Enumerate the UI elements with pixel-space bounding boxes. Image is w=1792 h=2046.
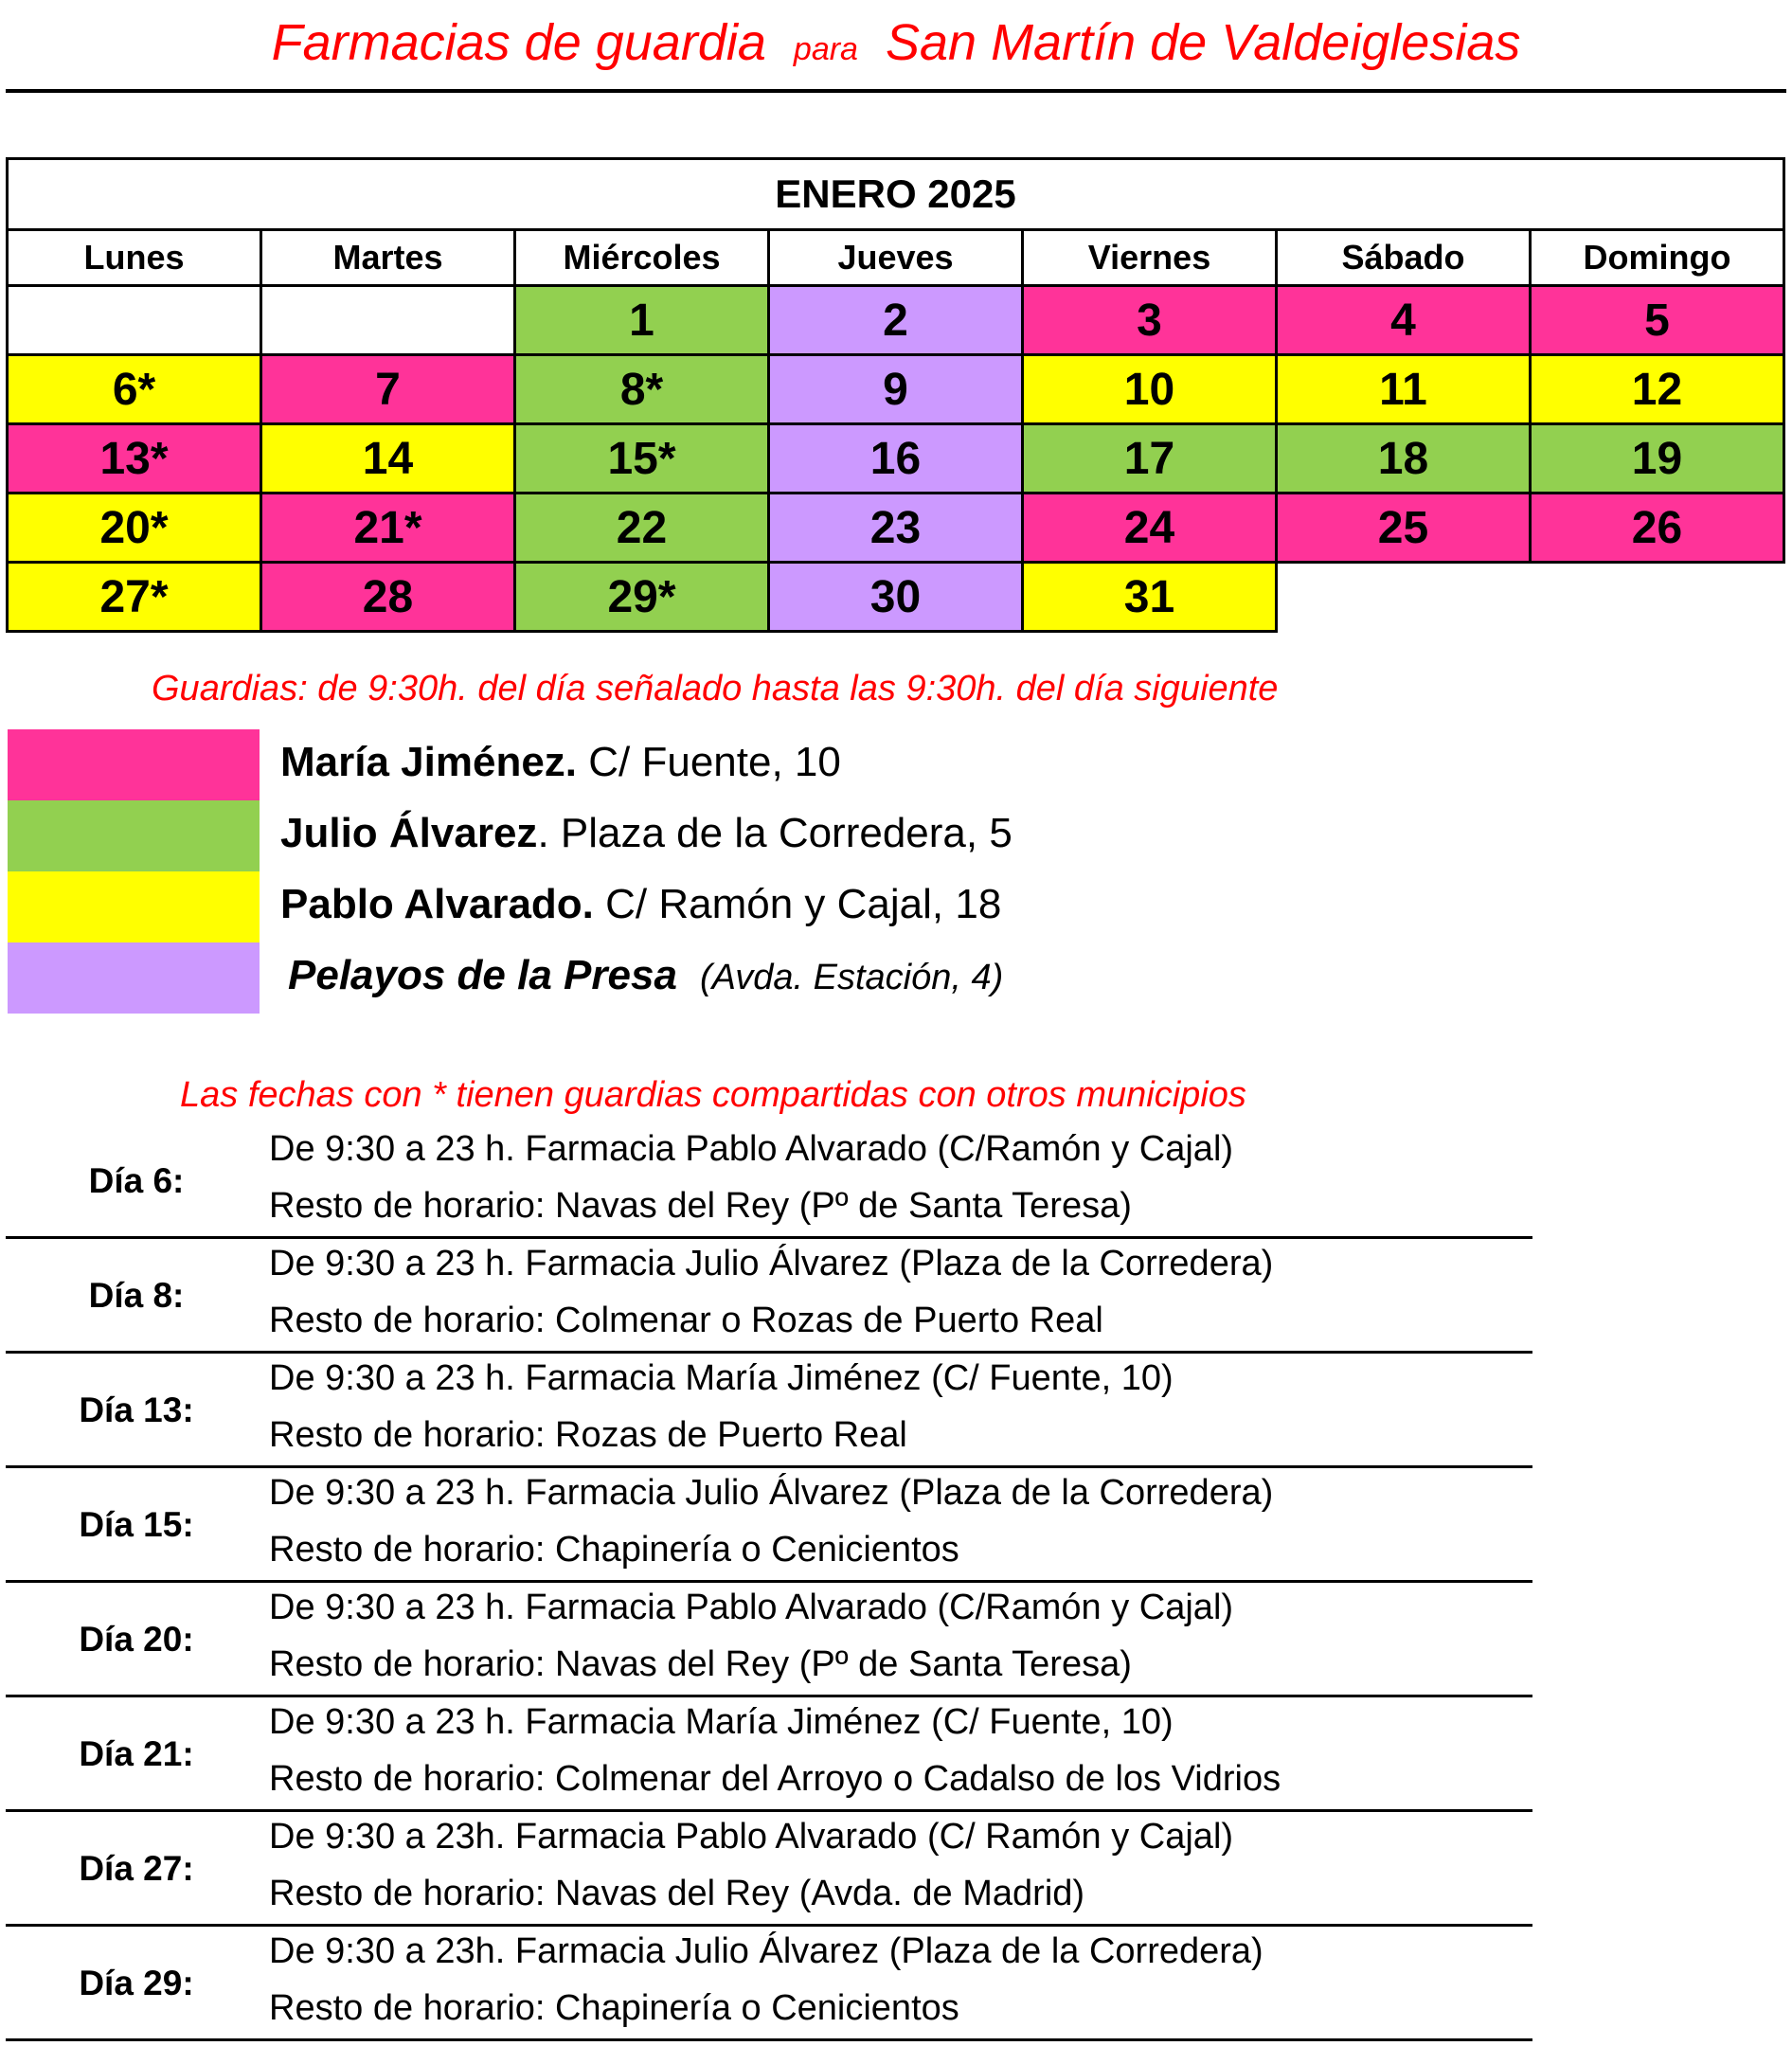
calendar-day-cell: 12 bbox=[1531, 355, 1784, 424]
calendar-day-cell: 31 bbox=[1023, 563, 1277, 632]
shared-guard-day: Día 15: bbox=[79, 1505, 194, 1544]
shared-guard-daytime: De 9:30 a 23h. Farmacia Pablo Alvarado (C/ Ramón y Cajal) bbox=[269, 1817, 1234, 1857]
legend-entry bbox=[280, 810, 1012, 857]
calendar-week-row bbox=[8, 286, 1784, 355]
row-divider bbox=[6, 2038, 1532, 2041]
shared-guard-note: Las fechas con * tienen guardias compartidas con otros municipios bbox=[180, 1075, 1246, 1115]
calendar-day-cell: 21* bbox=[261, 494, 515, 563]
calendar-day-cell: 30 bbox=[769, 563, 1023, 632]
calendar-day-cell: 23 bbox=[769, 494, 1023, 563]
shared-guard-entry bbox=[6, 1129, 1532, 1244]
calendar-day-cell: 5 bbox=[1531, 286, 1784, 355]
row-divider bbox=[6, 1924, 1532, 1927]
legend-color-swatch bbox=[8, 729, 260, 800]
page-title bbox=[0, 13, 1792, 72]
weekday-header: Lunes bbox=[8, 230, 261, 286]
row-divider bbox=[6, 1695, 1532, 1697]
calendar-day-cell: 13* bbox=[8, 424, 261, 494]
shared-guard-daytime: De 9:30 a 23 h. Farmacia Pablo Alvarado (C/Ramón y Cajal) bbox=[269, 1129, 1234, 1169]
shared-guard-daytime: De 9:30 a 23 h. Farmacia Pablo Alvarado (C/Ramón y Cajal) bbox=[269, 1588, 1234, 1627]
row-divider bbox=[6, 1351, 1532, 1354]
shared-guard-daytime: De 9:30 a 23h. Farmacia Julio Álvarez (Plaza de la Corredera) bbox=[269, 1931, 1263, 1971]
weekday-header: Martes bbox=[261, 230, 515, 286]
legend-pharmacy-name: Pelayos de la Presa bbox=[288, 952, 677, 998]
calendar-day-cell: 22 bbox=[515, 494, 769, 563]
shared-guard-day: Día 29: bbox=[79, 1964, 194, 2002]
row-divider bbox=[6, 1236, 1532, 1239]
calendar-day-cell: 4 bbox=[1277, 286, 1531, 355]
shared-guard-rest: Resto de horario: Navas del Rey (Pº de Santa Teresa) bbox=[269, 1644, 1132, 1684]
calendar-empty-cell bbox=[261, 286, 515, 355]
calendar-day-cell: 24 bbox=[1023, 494, 1277, 563]
calendar-empty-cell bbox=[1531, 563, 1784, 632]
title-divider bbox=[6, 89, 1786, 93]
shared-guard-day: Día 8: bbox=[88, 1276, 185, 1315]
legend-pharmacy-name: Pablo Alvarado. bbox=[280, 881, 594, 927]
row-divider bbox=[6, 1580, 1532, 1583]
title-main: Farmacias de guardia bbox=[271, 14, 766, 71]
legend-entry bbox=[280, 739, 841, 786]
calendar-day-cell: 11 bbox=[1277, 355, 1531, 424]
shared-guard-day: Día 13: bbox=[79, 1391, 194, 1429]
shared-guard-entry bbox=[6, 1244, 1532, 1358]
calendar-week-row bbox=[8, 424, 1784, 494]
calendar-day-cell: 6* bbox=[8, 355, 261, 424]
calendar-day-cell: 3 bbox=[1023, 286, 1277, 355]
weekday-header: Viernes bbox=[1023, 230, 1277, 286]
row-divider bbox=[6, 1809, 1532, 1812]
calendar-week-row bbox=[8, 563, 1784, 632]
shared-guard-rest: Resto de horario: Colmenar del Arroyo o Cadalso de los Vidrios bbox=[269, 1759, 1281, 1799]
legend-pharmacy-address: C/ Fuente, 10 bbox=[577, 739, 841, 785]
guard-hours-note: Guardias: de 9:30h. del día señalado hasta las 9:30h. del día siguiente bbox=[152, 669, 1279, 709]
legend-entry bbox=[280, 881, 1001, 928]
weekday-header-row bbox=[8, 230, 1784, 286]
calendar-day-cell: 18 bbox=[1277, 424, 1531, 494]
calendar-month: ENERO 2025 bbox=[8, 159, 1784, 230]
legend-pharmacy-address: . Plaza de la Corredera, 5 bbox=[537, 810, 1012, 856]
shared-guard-day: Día 20: bbox=[79, 1620, 194, 1659]
calendar-day-cell: 1 bbox=[515, 286, 769, 355]
shared-guard-daytime: De 9:30 a 23 h. Farmacia María Jiménez (C/ Fuente, 10) bbox=[269, 1358, 1174, 1398]
shared-guard-daytime: De 9:30 a 23 h. Farmacia María Jiménez (C/ Fuente, 10) bbox=[269, 1702, 1174, 1742]
shared-guard-entry bbox=[6, 1817, 1532, 1931]
weekday-header: Jueves bbox=[769, 230, 1023, 286]
legend-pharmacy-address: C/ Ramón y Cajal, 18 bbox=[593, 881, 1002, 927]
legend-entry bbox=[288, 952, 1003, 999]
calendar-week-row bbox=[8, 355, 1784, 424]
shared-guard-rest: Resto de horario: Chapinería o Cenicientos bbox=[269, 1988, 959, 2028]
calendar-day-cell: 25 bbox=[1277, 494, 1531, 563]
shared-guard-entry bbox=[6, 1473, 1532, 1588]
title-town: San Martín de Valdeiglesias bbox=[885, 14, 1521, 71]
shared-guard-daytime: De 9:30 a 23 h. Farmacia Julio Álvarez (Plaza de la Corredera) bbox=[269, 1473, 1274, 1513]
calendar-day-cell: 8* bbox=[515, 355, 769, 424]
row-divider bbox=[6, 1465, 1532, 1468]
calendar-empty-cell bbox=[1277, 563, 1531, 632]
calendar-body bbox=[8, 286, 1784, 632]
shared-guard-rest: Resto de horario: Colmenar o Rozas de Puerto Real bbox=[269, 1301, 1103, 1340]
calendar-empty-cell bbox=[8, 286, 261, 355]
legend-pharmacy-address: (Avda. Estación, 4) bbox=[699, 958, 1004, 997]
shared-guard-entry bbox=[6, 1358, 1532, 1473]
calendar-day-cell: 26 bbox=[1531, 494, 1784, 563]
shared-guard-day: Día 21: bbox=[79, 1734, 194, 1773]
weekday-header: Domingo bbox=[1531, 230, 1784, 286]
shared-guard-day: Día 27: bbox=[79, 1849, 194, 1888]
weekday-header: Sábado bbox=[1277, 230, 1531, 286]
legend-color-swatch bbox=[8, 871, 260, 942]
calendar-day-cell: 15* bbox=[515, 424, 769, 494]
calendar-day-cell: 27* bbox=[8, 563, 261, 632]
calendar-day-cell: 29* bbox=[515, 563, 769, 632]
shared-guard-rest: Resto de horario: Navas del Rey (Pº de Santa Teresa) bbox=[269, 1186, 1132, 1226]
shared-guard-entry bbox=[6, 1931, 1532, 2046]
calendar-day-cell: 2 bbox=[769, 286, 1023, 355]
calendar-day-cell: 17 bbox=[1023, 424, 1277, 494]
shared-guard-daytime: De 9:30 a 23 h. Farmacia Julio Álvarez (Plaza de la Corredera) bbox=[269, 1244, 1274, 1283]
legend-pharmacy-name: Julio Álvarez bbox=[280, 810, 538, 856]
legend-color-swatch bbox=[8, 800, 260, 871]
shared-guard-entry bbox=[6, 1588, 1532, 1702]
calendar-week-row bbox=[8, 494, 1784, 563]
legend-color-swatch bbox=[8, 942, 260, 1014]
legend-pharmacy-name: María Jiménez. bbox=[280, 739, 578, 785]
calendar-day-cell: 20* bbox=[8, 494, 261, 563]
shared-guard-day: Día 6: bbox=[88, 1161, 185, 1200]
shared-guard-rest: Resto de horario: Navas del Rey (Avda. de Madrid) bbox=[269, 1874, 1085, 1913]
calendar-day-cell: 16 bbox=[769, 424, 1023, 494]
calendar-day-cell: 7 bbox=[261, 355, 515, 424]
weekday-header: Miércoles bbox=[515, 230, 769, 286]
calendar-day-cell: 10 bbox=[1023, 355, 1277, 424]
shared-guard-entry bbox=[6, 1702, 1532, 1817]
shared-guard-rest: Resto de horario: Chapinería o Cenicientos bbox=[269, 1530, 959, 1570]
title-para: para bbox=[793, 31, 858, 67]
calendar-day-cell: 28 bbox=[261, 563, 515, 632]
shared-guard-rest: Resto de horario: Rozas de Puerto Real bbox=[269, 1415, 907, 1455]
calendar-day-cell: 19 bbox=[1531, 424, 1784, 494]
calendar-day-cell: 9 bbox=[769, 355, 1023, 424]
calendar-table bbox=[6, 157, 1785, 633]
calendar-day-cell: 14 bbox=[261, 424, 515, 494]
